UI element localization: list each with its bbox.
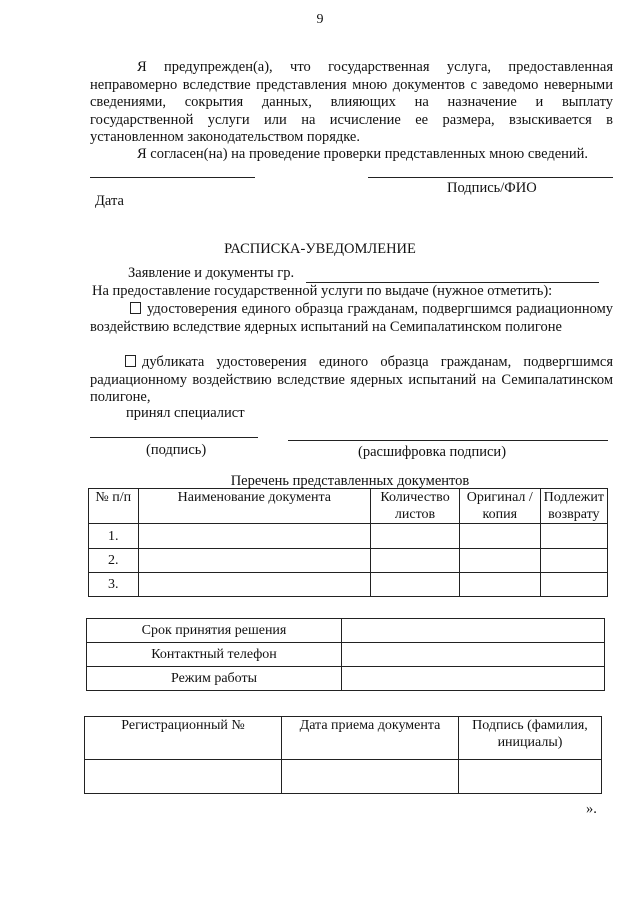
warning-paragraph: Я предупрежден(а), что государственная услуга, предоставленная неправомерно вследствие представления мною документов с заведомо неверными сведениями, сокрытия данных, влияющих на назначение и выплату государственной услуги или на исчисление ее размера, взыскивается в установленном законодательством порядке. bbox=[90, 59, 613, 145]
date-label: Дата bbox=[95, 193, 124, 209]
specialist-sign-line bbox=[90, 437, 258, 438]
page-number: 9 bbox=[316, 12, 324, 27]
docs-header-return: Подлежит возврату bbox=[540, 489, 607, 524]
reg-cell-signature[interactable] bbox=[459, 760, 602, 794]
consent-paragraph: Я согласен(на) на проведение проверки представленных мною сведений. bbox=[137, 146, 589, 162]
table-row bbox=[89, 524, 608, 549]
option-certificate bbox=[90, 301, 613, 336]
date-signature-line bbox=[90, 177, 255, 178]
docs-row-num: 2. bbox=[89, 549, 139, 573]
info-label-hours: Режим работы bbox=[87, 667, 342, 691]
reg-header-number: Регистрационный № bbox=[85, 717, 282, 760]
reg-header-date: Дата приема документа bbox=[282, 717, 459, 760]
info-label-deadline: Срок принятия решения bbox=[87, 619, 342, 643]
docs-header-sheets: Количество листов bbox=[371, 489, 460, 524]
table-row bbox=[87, 619, 605, 643]
docs-cell[interactable] bbox=[138, 549, 371, 573]
closing-quote: ». bbox=[586, 801, 597, 817]
docs-header-original: Оригинал /копия bbox=[459, 489, 540, 524]
option-certificate-text: удостоверения единого образца гражданам, подвергшимся радиационному воздействию вследствие ядерных испытаний на Семипалатинском полигоне bbox=[90, 301, 613, 335]
sign-caption: (подпись) bbox=[146, 442, 207, 458]
reg-cell-number[interactable] bbox=[85, 760, 282, 794]
info-table bbox=[86, 618, 605, 691]
table-row bbox=[85, 760, 602, 794]
option-certificate-checkbox[interactable] bbox=[130, 302, 141, 314]
docs-table bbox=[88, 488, 608, 597]
docs-row-num: 1. bbox=[89, 524, 139, 549]
decode-caption: (расшифровка подписи) bbox=[358, 444, 507, 460]
accepted-label: принял специалист bbox=[126, 405, 245, 421]
docs-cell[interactable] bbox=[459, 549, 540, 573]
docs-cell[interactable] bbox=[371, 573, 460, 597]
option-duplicate bbox=[90, 354, 613, 407]
receipt-title: РАСПИСКА-УВЕДОМЛЕНИЕ bbox=[224, 241, 416, 257]
reg-header-signature: Подпись (фамилия, инициалы) bbox=[459, 717, 602, 760]
table-row bbox=[87, 667, 605, 691]
applicant-label: Заявление и документы гр. bbox=[128, 265, 295, 281]
info-value-phone[interactable] bbox=[342, 643, 605, 667]
service-label: На предоставление государственной услуги по выдаче (нужное отметить): bbox=[92, 283, 553, 299]
table-row bbox=[89, 573, 608, 597]
docs-cell[interactable] bbox=[459, 524, 540, 549]
docs-cell[interactable] bbox=[371, 524, 460, 549]
docs-cell[interactable] bbox=[138, 573, 371, 597]
docs-cell[interactable] bbox=[138, 524, 371, 549]
info-value-hours[interactable] bbox=[342, 667, 605, 691]
reg-cell-date[interactable] bbox=[282, 760, 459, 794]
docs-cell[interactable] bbox=[540, 524, 607, 549]
registration-table bbox=[84, 716, 602, 794]
docs-row-num: 3. bbox=[89, 573, 139, 597]
specialist-decode-line bbox=[288, 440, 608, 441]
table-row bbox=[87, 643, 605, 667]
docs-header-num: № п/п bbox=[89, 489, 139, 524]
info-label-phone: Контактный телефон bbox=[87, 643, 342, 667]
docs-title: Перечень представленных документов bbox=[230, 473, 470, 489]
table-row bbox=[89, 549, 608, 573]
docs-cell[interactable] bbox=[540, 549, 607, 573]
docs-cell[interactable] bbox=[371, 549, 460, 573]
name-signature-line bbox=[368, 177, 613, 178]
docs-cell[interactable] bbox=[540, 573, 607, 597]
signature-label: Подпись/ФИО bbox=[447, 180, 537, 196]
info-value-deadline[interactable] bbox=[342, 619, 605, 643]
option-duplicate-text: дубликата удостоверения единого образца гражданам, подвергшимся радиационному воздействию вследствие ядерных испытаний на Семипалатинском полигоне, bbox=[90, 354, 613, 405]
option-duplicate-checkbox[interactable] bbox=[125, 355, 136, 367]
docs-cell[interactable] bbox=[459, 573, 540, 597]
docs-header-name: Наименование документа bbox=[138, 489, 371, 524]
